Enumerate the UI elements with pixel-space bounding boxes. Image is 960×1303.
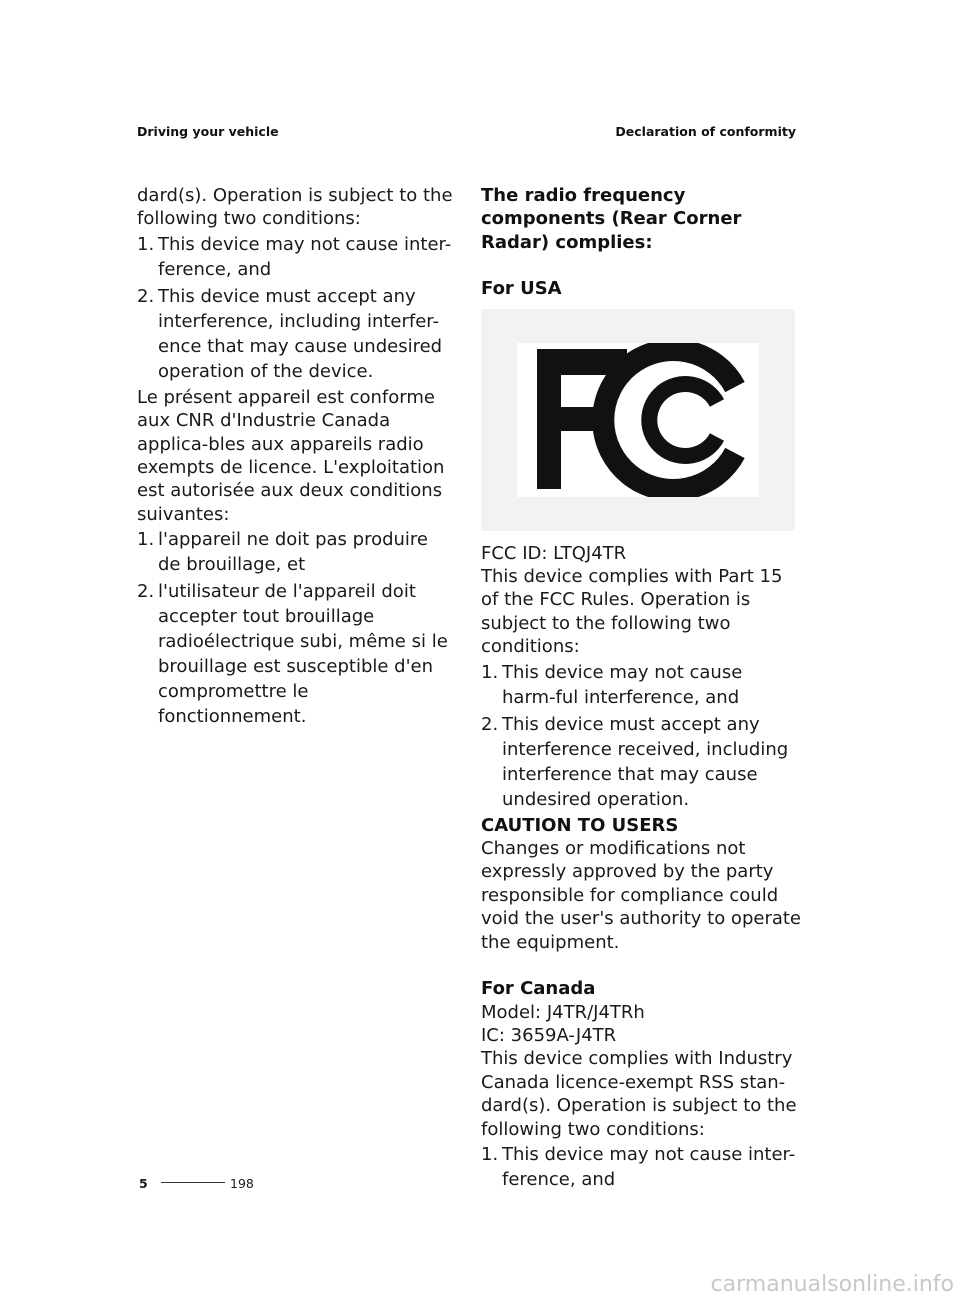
list-item [481, 1142, 801, 1192]
running-header-section: Driving your vehicle [137, 124, 279, 139]
list-item [137, 232, 455, 282]
fcc-conditions-list [481, 660, 801, 812]
list-item [481, 660, 801, 710]
caution-paragraph: Changes or modifications not expressly approved by the party responsible for compliance could void the user's authority to operate the equipment. [481, 838, 802, 953]
right-column [481, 184, 801, 1194]
list-item [137, 527, 455, 577]
list-number: 2. [137, 285, 155, 307]
ic-number: IC: 3659A-J4TR [481, 1024, 617, 1046]
list-number: 1. [481, 661, 499, 683]
conditions-list-fr [137, 527, 455, 729]
list-item [137, 284, 455, 384]
model-number: Model: J4TR/J4TRh [481, 1001, 645, 1023]
canada-paragraph: This device complies with Industry Canada licence-exempt RSS stan-dard(s). Operation is subject to the following two conditions: [481, 1048, 797, 1140]
caution-heading: CAUTION TO USERS [481, 814, 679, 836]
spacer [481, 254, 801, 277]
spacer [481, 954, 801, 977]
left-column [137, 184, 455, 731]
list-text: This device may not cause harm-ful interference, and [502, 661, 743, 708]
list-text: l'utilisateur de l'appareil doit accepter tout brouillage radioélectrique subi, même si le brouillage est susceptible d'en compromettre le fonctionnement. [158, 581, 448, 728]
conditions-list-en [137, 232, 455, 384]
list-number: 1. [137, 233, 155, 255]
list-number: 2. [137, 581, 155, 603]
fcc-paragraph: This device complies with Part 15 of the FCC Rules. Operation is subject to the following two conditions: [481, 566, 783, 658]
footer-divider [161, 1182, 225, 1183]
fcc-id: FCC ID: LTQJ4TR [481, 542, 627, 564]
list-text: This device may not cause inter-ference, and [158, 233, 452, 280]
list-item [137, 579, 455, 729]
fcc-logo-panel [481, 309, 795, 531]
list-number: 1. [137, 529, 155, 551]
list-number: 2. [481, 713, 499, 735]
list-text: l'appareil ne doit pas produire de brouillage, et [158, 529, 428, 576]
page-number: 198 [230, 1176, 254, 1191]
fcc-logo [517, 343, 759, 497]
canada-heading: For Canada [481, 978, 596, 1000]
section-title: The radio frequency components (Rear Corner Radar) complies: [481, 185, 742, 253]
list-number: 1. [481, 1143, 499, 1165]
intro-paragraph: dard(s). Operation is subject to the following two conditions: [137, 185, 453, 230]
running-header-title: Declaration of conformity [615, 124, 796, 139]
list-text: This device must accept any interference received, including interference that may cause undesired operation. [502, 713, 789, 810]
canada-conditions-list [481, 1142, 801, 1192]
list-text: This device must accept any interference, including interfer-ence that may cause undesired operation of the device. [158, 285, 443, 382]
list-text: This device may not cause inter-ference, and [502, 1143, 796, 1190]
fcc-logo-icon [517, 343, 759, 497]
french-paragraph: Le présent appareil est conforme aux CNR d'Industrie Canada applica-bles aux appareils radio exempts de licence. L'exploitation est autorisée aux deux conditions suivantes: [137, 386, 445, 525]
list-item [481, 712, 801, 812]
usa-heading: For USA [481, 278, 562, 300]
watermark: carmanualsonline.info [710, 1272, 954, 1297]
chapter-number: 5 [139, 1176, 148, 1191]
